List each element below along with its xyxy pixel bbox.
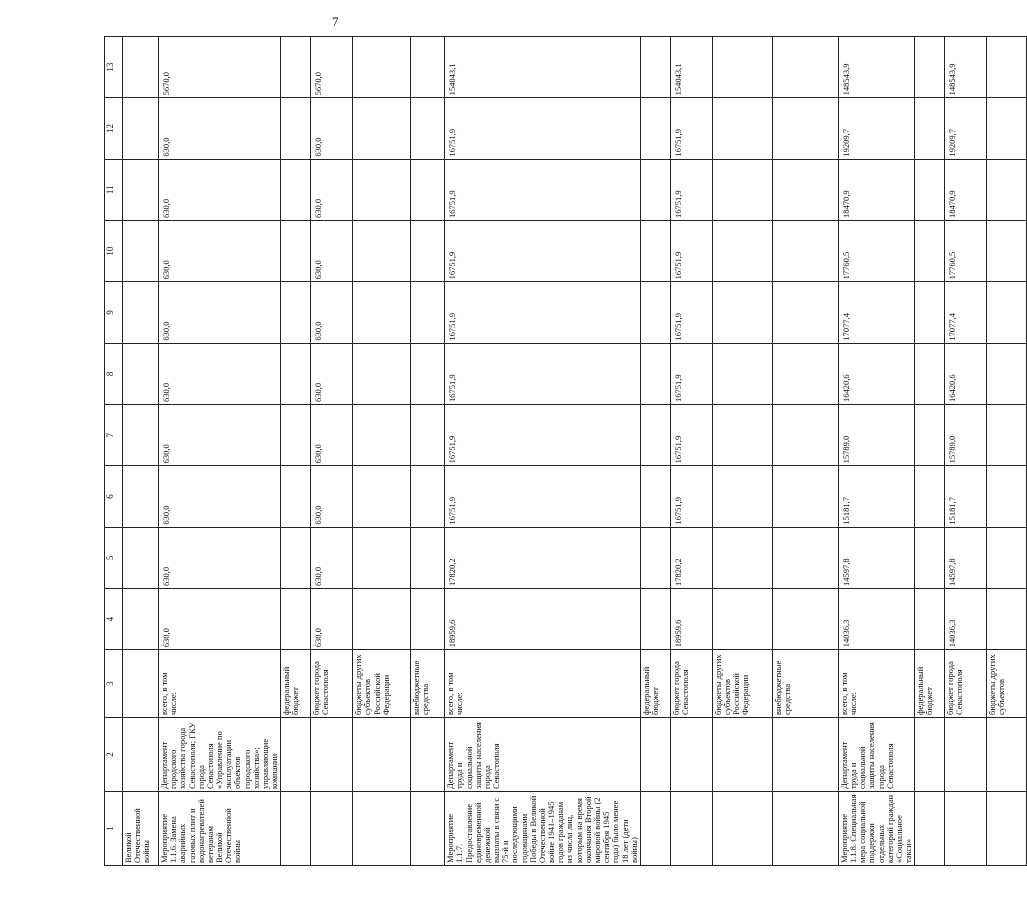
value-cell: 16751,9 <box>670 98 712 159</box>
value-cell <box>640 466 670 527</box>
value-cell <box>772 404 838 465</box>
value-cell: 148543,9 <box>838 37 914 98</box>
table-row <box>987 37 1027 866</box>
value-cell <box>353 404 411 465</box>
table-row <box>411 37 445 866</box>
value-cell <box>353 221 411 282</box>
value-cell <box>411 98 445 159</box>
value-cell <box>353 282 411 343</box>
value-cell <box>281 404 311 465</box>
cell-c2: Департамент труда и социальной защиты населения города Севастополя <box>445 717 641 791</box>
value-cell <box>987 466 1027 527</box>
value-cell <box>411 37 445 98</box>
cell-c2: Департамент городского хозяйства города Севастополя; ГКУ города Севастополя «Управление по эксплуатации объектов городского хозяйства»; управляющие компании <box>159 717 281 791</box>
value-cell: 16751,9 <box>670 159 712 220</box>
value-cell <box>411 588 445 649</box>
column-header: 7 <box>105 404 123 465</box>
cell-c2 <box>915 717 945 791</box>
cell-c3: бюджеты других субъектов Российской Федерации <box>712 650 772 718</box>
cell-c2 <box>411 717 445 791</box>
value-cell <box>772 159 838 220</box>
value-cell <box>915 221 945 282</box>
value-cell: 17077,4 <box>945 282 987 343</box>
cell-c2 <box>772 717 838 791</box>
value-cell: 630,0 <box>159 527 281 588</box>
value-cell: 5670,0 <box>159 37 281 98</box>
value-cell: 16751,9 <box>445 282 641 343</box>
value-cell <box>411 527 445 588</box>
value-cell: 18470,9 <box>945 159 987 220</box>
page-number: 7 <box>332 14 339 29</box>
table-row <box>281 37 311 866</box>
rotated-table-container <box>104 36 1007 866</box>
value-cell: 630,0 <box>159 221 281 282</box>
value-cell <box>915 404 945 465</box>
value-cell: 630,0 <box>159 588 281 649</box>
value-cell: 17077,4 <box>838 282 914 343</box>
value-cell <box>640 588 670 649</box>
value-cell <box>281 37 311 98</box>
table-row <box>123 37 159 866</box>
cell-c1 <box>411 791 445 865</box>
value-cell <box>123 282 159 343</box>
value-cell <box>411 159 445 220</box>
cell-c3: бюджеты других субъектов <box>987 650 1027 718</box>
cell-c3: бюджет города Севастополя <box>311 650 353 718</box>
cell-c2: Департамент труда и социальной защиты населения города Севастополя <box>838 717 914 791</box>
column-header: 4 <box>105 588 123 649</box>
cell-c1 <box>772 791 838 865</box>
column-header: 1 <box>105 791 123 865</box>
budget-table <box>104 36 1027 866</box>
column-header: 2 <box>105 717 123 791</box>
table-row <box>670 37 712 866</box>
value-cell <box>772 221 838 282</box>
cell-c1 <box>670 791 712 865</box>
header-row <box>105 37 123 866</box>
value-cell <box>640 527 670 588</box>
table-row <box>159 37 281 866</box>
value-cell <box>915 466 945 527</box>
cell-c1 <box>915 791 945 865</box>
value-cell: 17760,5 <box>838 221 914 282</box>
value-cell: 14597,8 <box>838 527 914 588</box>
value-cell <box>123 588 159 649</box>
value-cell: 14036,3 <box>945 588 987 649</box>
cell-c2 <box>311 717 353 791</box>
cell-c3: федеральный бюджет <box>915 650 945 718</box>
value-cell: 16751,9 <box>670 404 712 465</box>
cell-c3 <box>123 650 159 718</box>
value-cell <box>987 221 1027 282</box>
cell-c3: бюджеты других субъектов Российской Федерации <box>353 650 411 718</box>
cell-c3: всего, в том числе: <box>445 650 641 718</box>
value-cell: 16751,9 <box>670 343 712 404</box>
column-header: 10 <box>105 221 123 282</box>
value-cell: 16751,9 <box>670 282 712 343</box>
column-header: 12 <box>105 98 123 159</box>
value-cell: 630,0 <box>311 527 353 588</box>
value-cell: 19209,7 <box>838 98 914 159</box>
cell-c3: всего, в том числе: <box>159 650 281 718</box>
value-cell <box>915 159 945 220</box>
cell-c2 <box>640 717 670 791</box>
value-cell <box>987 282 1027 343</box>
value-cell <box>987 159 1027 220</box>
cell-c1: Мероприятие 1.1.6. Замена аварийных газовых плит и водонагревателей ветеранам Великой Отечественной войны <box>159 791 281 865</box>
value-cell: 15181,7 <box>945 466 987 527</box>
value-cell: 18959,6 <box>670 588 712 649</box>
table-row <box>915 37 945 866</box>
cell-c1: Мероприятие 1.1.7. Предоставление единовременной денежной выплаты в связи с 75-й и последующими годовщинами Победы в Великой Отечественной войне 1941–1945 годов гражданам из числа лиц, которым на время окончания Второй мировой войны (2 сентября 1945 года) было менее 18 лет (дети войны) <box>445 791 641 865</box>
value-cell: 630,0 <box>159 98 281 159</box>
table-row <box>640 37 670 866</box>
value-cell <box>281 466 311 527</box>
value-cell <box>915 527 945 588</box>
value-cell: 17820,2 <box>670 527 712 588</box>
value-cell: 16751,9 <box>445 466 641 527</box>
value-cell <box>772 98 838 159</box>
value-cell: 18959,6 <box>445 588 641 649</box>
value-cell: 630,0 <box>159 343 281 404</box>
value-cell: 630,0 <box>311 466 353 527</box>
value-cell: 630,0 <box>159 282 281 343</box>
value-cell: 630,0 <box>311 159 353 220</box>
value-cell <box>712 282 772 343</box>
value-cell <box>411 343 445 404</box>
cell-c3: федеральный бюджет <box>640 650 670 718</box>
cell-c2 <box>353 717 411 791</box>
value-cell <box>772 37 838 98</box>
column-header: 13 <box>105 37 123 98</box>
value-cell <box>987 37 1027 98</box>
value-cell: 148543,9 <box>945 37 987 98</box>
value-cell <box>411 404 445 465</box>
column-header: 11 <box>105 159 123 220</box>
cell-c2 <box>281 717 311 791</box>
value-cell <box>353 588 411 649</box>
value-cell: 630,0 <box>311 404 353 465</box>
value-cell: 15789,0 <box>945 404 987 465</box>
value-cell <box>772 588 838 649</box>
value-cell <box>123 466 159 527</box>
cell-c1: Великой Отечественной войны <box>123 791 159 865</box>
value-cell <box>712 37 772 98</box>
value-cell: 14036,3 <box>838 588 914 649</box>
value-cell <box>353 159 411 220</box>
cell-c2 <box>712 717 772 791</box>
value-cell: 154043,1 <box>670 37 712 98</box>
value-cell: 16751,9 <box>445 159 641 220</box>
value-cell: 16751,9 <box>445 404 641 465</box>
value-cell <box>712 343 772 404</box>
cell-c3: бюджет города Севастополя <box>945 650 987 718</box>
cell-c1 <box>712 791 772 865</box>
value-cell: 16751,9 <box>670 221 712 282</box>
value-cell: 17760,5 <box>945 221 987 282</box>
cell-c1 <box>945 791 987 865</box>
value-cell <box>640 282 670 343</box>
cell-c3: бюджет города Севастополя <box>670 650 712 718</box>
table-row <box>945 37 987 866</box>
cell-c3: федеральный бюджет <box>281 650 311 718</box>
cell-c1 <box>987 791 1027 865</box>
cell-c1 <box>281 791 311 865</box>
value-cell: 154043,1 <box>445 37 641 98</box>
value-cell <box>772 466 838 527</box>
value-cell <box>281 221 311 282</box>
value-cell: 16751,9 <box>445 343 641 404</box>
cell-c2 <box>987 717 1027 791</box>
value-cell <box>915 343 945 404</box>
value-cell <box>411 282 445 343</box>
cell-c1: Мероприятие 1.1.8. Специальная мера социальной поддержки отдельных категорий граждан «Социальное такси» <box>838 791 914 865</box>
value-cell <box>640 159 670 220</box>
value-cell <box>987 588 1027 649</box>
value-cell: 15789,0 <box>838 404 914 465</box>
value-cell <box>915 282 945 343</box>
value-cell: 16420,6 <box>945 343 987 404</box>
value-cell: 5670,0 <box>311 37 353 98</box>
value-cell: 630,0 <box>311 588 353 649</box>
value-cell: 630,0 <box>311 98 353 159</box>
value-cell <box>281 343 311 404</box>
value-cell <box>640 404 670 465</box>
value-cell <box>772 527 838 588</box>
table-row <box>311 37 353 866</box>
cell-c1 <box>311 791 353 865</box>
value-cell <box>411 466 445 527</box>
value-cell: 630,0 <box>159 159 281 220</box>
value-cell <box>123 37 159 98</box>
table-row <box>353 37 411 866</box>
value-cell: 630,0 <box>311 343 353 404</box>
value-cell <box>640 37 670 98</box>
table-row <box>445 37 641 866</box>
value-cell <box>411 221 445 282</box>
value-cell: 15181,7 <box>838 466 914 527</box>
value-cell <box>281 159 311 220</box>
value-cell <box>987 527 1027 588</box>
cell-c1 <box>640 791 670 865</box>
cell-c3: всего, в том числе: <box>838 650 914 718</box>
table-row <box>712 37 772 866</box>
value-cell <box>123 527 159 588</box>
value-cell <box>123 221 159 282</box>
value-cell <box>987 98 1027 159</box>
value-cell <box>640 343 670 404</box>
value-cell: 14597,8 <box>945 527 987 588</box>
value-cell <box>640 221 670 282</box>
value-cell: 16751,9 <box>670 466 712 527</box>
value-cell <box>772 282 838 343</box>
value-cell <box>281 98 311 159</box>
value-cell <box>123 404 159 465</box>
column-header: 9 <box>105 282 123 343</box>
value-cell <box>987 404 1027 465</box>
value-cell: 16751,9 <box>445 221 641 282</box>
value-cell: 18470,9 <box>838 159 914 220</box>
table-row <box>838 37 914 866</box>
value-cell <box>640 98 670 159</box>
value-cell <box>123 159 159 220</box>
cell-c2 <box>945 717 987 791</box>
value-cell <box>915 588 945 649</box>
value-cell <box>712 159 772 220</box>
value-cell: 630,0 <box>311 221 353 282</box>
value-cell <box>712 404 772 465</box>
value-cell: 630,0 <box>159 466 281 527</box>
value-cell <box>712 588 772 649</box>
value-cell <box>915 98 945 159</box>
value-cell <box>915 37 945 98</box>
cell-c2 <box>123 717 159 791</box>
column-header: 8 <box>105 343 123 404</box>
value-cell: 19209,7 <box>945 98 987 159</box>
value-cell <box>712 221 772 282</box>
value-cell <box>281 527 311 588</box>
value-cell: 630,0 <box>311 282 353 343</box>
value-cell <box>353 343 411 404</box>
value-cell <box>123 98 159 159</box>
value-cell <box>281 282 311 343</box>
value-cell <box>123 343 159 404</box>
value-cell: 17820,2 <box>445 527 641 588</box>
cell-c3: внебюджетные средства <box>411 650 445 718</box>
value-cell <box>353 527 411 588</box>
value-cell <box>353 466 411 527</box>
value-cell <box>987 343 1027 404</box>
column-header: 3 <box>105 650 123 718</box>
value-cell <box>712 98 772 159</box>
value-cell: 16751,9 <box>445 98 641 159</box>
value-cell <box>281 588 311 649</box>
cell-c1 <box>353 791 411 865</box>
value-cell: 630,0 <box>159 404 281 465</box>
column-header: 5 <box>105 527 123 588</box>
cell-c2 <box>670 717 712 791</box>
value-cell <box>772 343 838 404</box>
value-cell <box>712 466 772 527</box>
table-body <box>123 37 1027 866</box>
value-cell <box>353 98 411 159</box>
value-cell <box>712 527 772 588</box>
value-cell: 16420,6 <box>838 343 914 404</box>
table-row <box>772 37 838 866</box>
column-header: 6 <box>105 466 123 527</box>
value-cell <box>353 37 411 98</box>
cell-c3: внебюджетные средства <box>772 650 838 718</box>
